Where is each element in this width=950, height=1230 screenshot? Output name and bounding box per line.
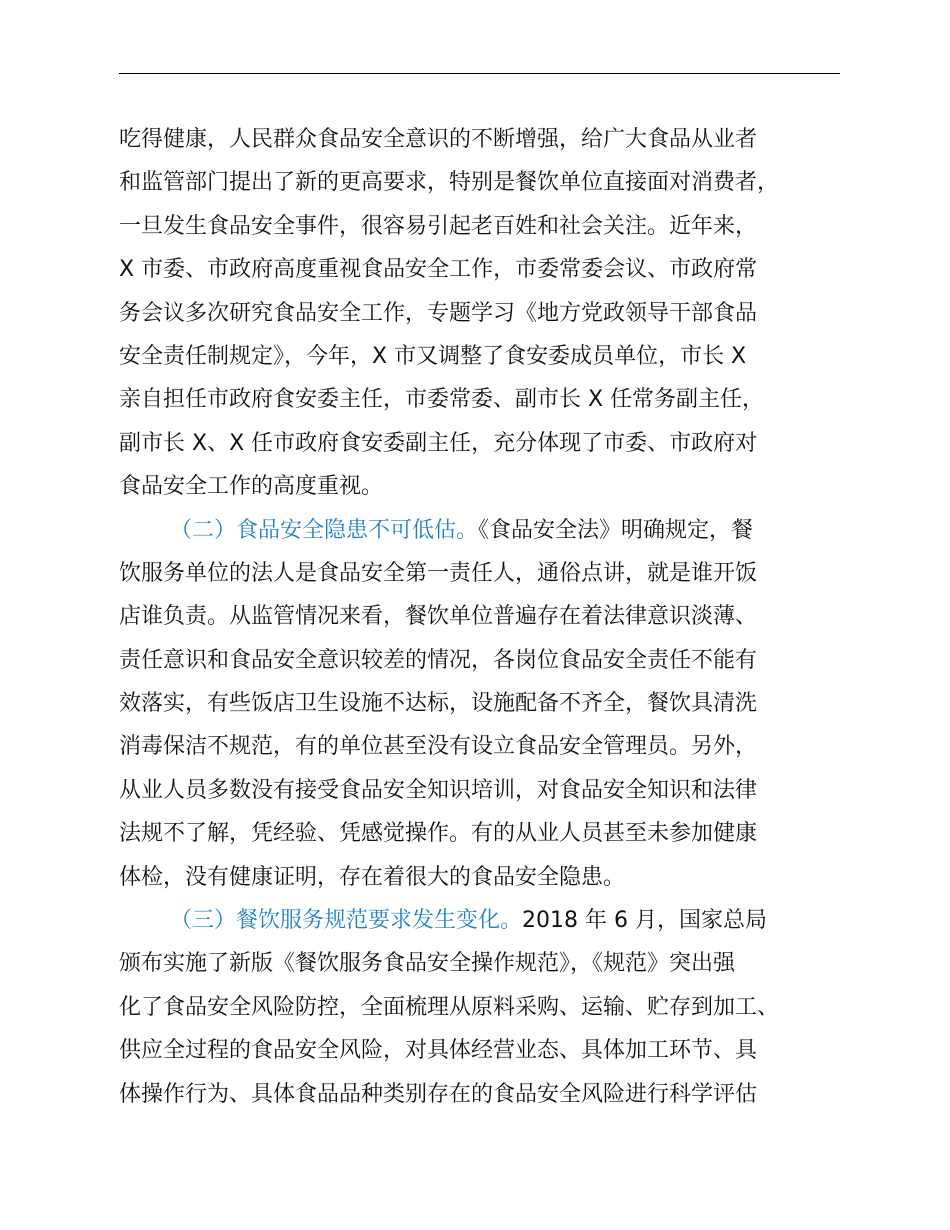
- body-line: 亲自担任市政府食安委主任，市委常委、副市长 X 任常务副主任，: [119, 387, 765, 413]
- section-2-first-line-text: 《食品安全法》明确规定，餐: [478, 517, 754, 543]
- section-3-first-line: [119, 899, 859, 942]
- section-2-first-line: [119, 509, 859, 552]
- header-rule: [119, 73, 840, 74]
- body-line: 食品安全工作的高度重视。: [119, 474, 384, 500]
- body-line: 责任意识和食品安全意识较差的情况，各岗位食品安全责任不能有: [119, 647, 758, 673]
- section-3-first-line-text: 2018 年 6 月，国家总局: [522, 908, 767, 934]
- body-line: 消毒保洁不规范，有的单位甚至没有设立食品安全管理员。另外，: [119, 734, 758, 760]
- body-line: 法规不了解，凭经验、凭感觉操作。有的从业人员甚至未参加健康: [119, 821, 758, 847]
- body-line: 饮服务单位的法人是食品安全第一责任人，通俗点讲，就是谁开饭: [119, 560, 758, 586]
- section-2-heading: （二）食品安全隐患不可低估。: [170, 517, 479, 543]
- body-line: X 市委、市政府高度重视食品安全工作，市委常委会议、市政府常: [119, 257, 758, 283]
- body-line: 从业人员多数没有接受食品安全知识培训，对食品安全知识和法律: [119, 777, 758, 803]
- body-line: 和监管部门提出了新的更高要求，特别是餐饮单位直接面对消费者，: [119, 170, 780, 196]
- section-3-heading: （三）餐饮服务规范要求发生变化。: [170, 908, 523, 934]
- body-line: 体检，没有健康证明，存在着很大的食品安全隐患。: [119, 864, 626, 890]
- body-line: 体操作行为、具体食品品种类别存在的食品安全风险进行科学评估: [119, 1081, 758, 1107]
- body-line: 颁布实施了新版《餐饮服务食品安全操作规范》，《规范》突出强: [119, 951, 736, 977]
- body-line: 供应全过程的食品安全风险，对具体经营业态、具体加工环节、具: [119, 1038, 758, 1064]
- body-line: 效落实，有些饭店卫生设施不达标，设施配备不齐全，餐饮具清洗: [119, 691, 758, 717]
- body-line: 安全责任制规定》，今年，X 市又调整了食安委成员单位，市长 X: [119, 343, 747, 369]
- body-line: 副市长 X、X 任市政府食安委副主任，充分体现了市委、市政府对: [119, 430, 758, 456]
- body-line: 吃得健康，人民群众食品安全意识的不断增强，给广大食品从业者: [119, 127, 758, 152]
- body-line: 化了食品安全风险防控，全面梳理从原料采购、运输、贮存到加工、: [119, 994, 780, 1020]
- document-body: [119, 118, 859, 1116]
- body-line: 店谁负责。从监管情况来看，餐饮单位普遍存在着法律意识淡薄、: [119, 604, 758, 630]
- body-line: 一旦发生食品安全事件，很容易引起老百姓和社会关注。近年来，: [119, 213, 758, 239]
- body-line: 务会议多次研究食品安全工作，专题学习《地方党政领导干部食品: [119, 300, 758, 326]
